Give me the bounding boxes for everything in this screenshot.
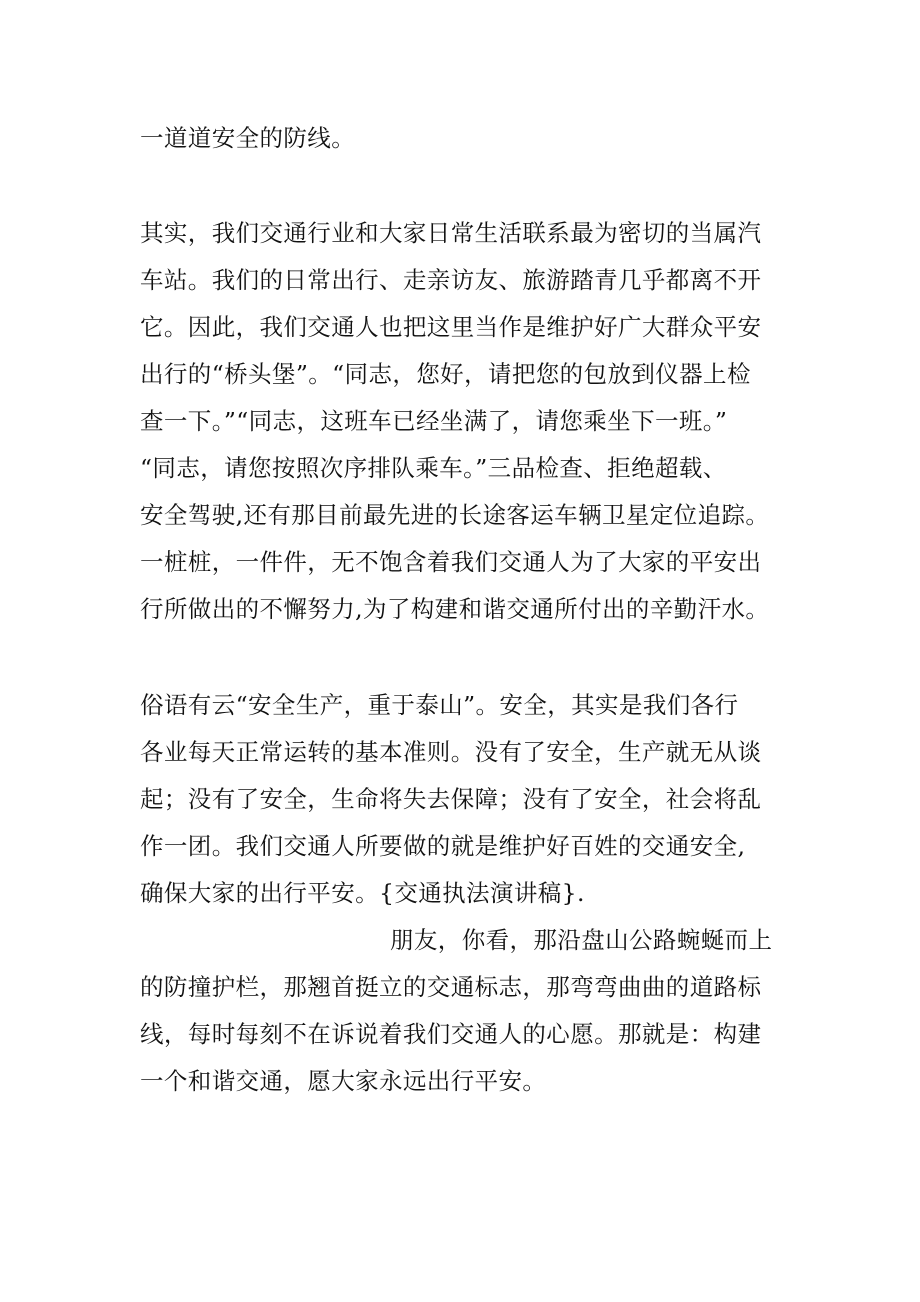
paragraph-3-line-1: 俗语有云“安全生产，重于泰山”。安全，其实是我们各行 [140,691,739,719]
paragraph-2-line-1: 其实，我们交通行业和大家日常生活联系最为密切的当属汽 [140,219,762,247]
paragraph-3-line-5: 确保大家的出行平安。{交通执法演讲稿}. [140,879,585,907]
paragraph-2-line-3: 它。因此，我们交通人也把这里当作是维护好广大群众平安 [140,313,762,341]
paragraph-3-line-2: 各业每天正常运转的基本准则。没有了安全，生产就无从谈 [140,738,762,766]
paragraph-2-line-6: “同志，请您按照次序排队乘车。”三品检查、拒绝超载、 [140,454,727,482]
paragraph-4-line-1: 朋友，你看，那沿盘山公路蜿蜒而上 [390,926,773,954]
paragraph-3-line-3: 起；没有了安全，生命将失去保障；没有了安全，社会将乱 [140,785,762,813]
paragraph-2-line-7: 安全驾驶,还有那目前最先进的长途客运车辆卫星定位追踪。 [140,501,770,529]
paragraph-2-line-5: 查一下。”“同志，这班车已经坐满了，请您乘坐下一班。” [140,407,728,435]
paragraph-2-line-8: 一桩桩，一件件，无不饱含着我们交通人为了大家的平安出 [140,548,762,576]
paragraph-4-line-4: 一个和谐交通，愿大家永远出行平安。 [140,1067,547,1095]
paragraph-1-line-1: 一道道安全的防线。 [140,124,356,152]
paragraph-2-line-2: 车站。我们的日常出行、走亲访友、旅游踏青几乎都离不开 [140,266,762,294]
paragraph-2-line-9: 行所做出的不懈努力,为了构建和谐交通所付出的辛勤汗水。 [140,595,770,623]
paragraph-4-line-3: 线，每时每刻不在诉说着我们交通人的心愿。那就是：构建 [140,1020,762,1048]
paragraph-4-line-2: 的防撞护栏，那翘首挺立的交通标志，那弯弯曲曲的道路标 [140,973,762,1001]
paragraph-2-line-4: 出行的“桥头堡”。“同志，您好，请把您的包放到仪器上检 [140,360,751,388]
paragraph-3-line-4: 作一团。我们交通人所要做的就是维护好百姓的交通安全, [140,832,746,860]
